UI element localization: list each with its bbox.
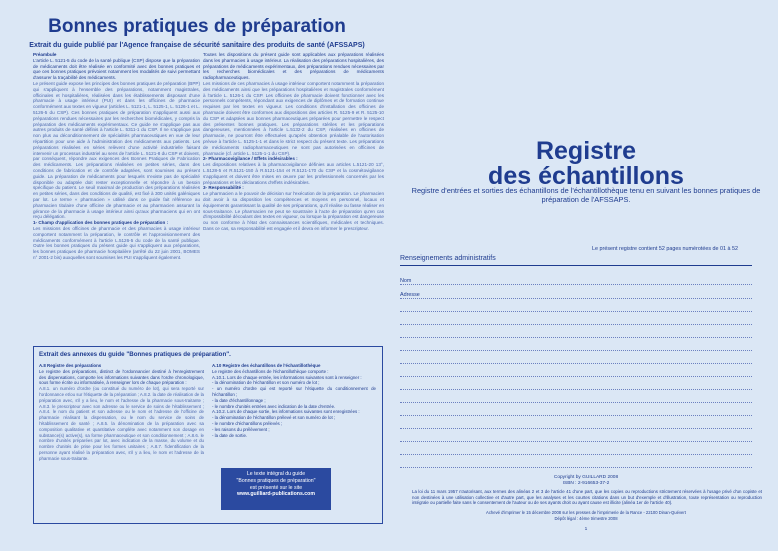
a10-item: A.10.2. Lors de chaque sortie, les informations suivantes sont enregistrées : bbox=[212, 409, 360, 415]
address-field-line[interactable] bbox=[400, 415, 752, 416]
copyright-text: Copyright by GUILLARD 2008 bbox=[553, 475, 619, 480]
address-field-line[interactable] bbox=[400, 298, 752, 299]
legal-notice: La loi du 11 mars 1957 n'autorisant, aux termes des alinéas 2 et 3 de l'article 41 d'une part, que les copies ou reproductions strictement réservées à l'usage privé d'un copiste et non destinées à une utilisation collective et d'autre part, que les analyses et les courtes citations dans un but d'exemple et d'illustration, toute représentation ou reproduction intégrale ou partielle faite sans le consentement de l'auteur ou de ses ayants droit ou ayant cause est illicite (alinéa 1er de l'article 40). bbox=[412, 489, 762, 506]
address-field-line[interactable] bbox=[400, 389, 752, 390]
legal-deposit: Dépôt légal : 4ème trimestre 2008 bbox=[554, 516, 618, 521]
promo-line: "Bonnes pratiques de préparation" bbox=[236, 477, 316, 484]
page-count-text: Le présent registre contient 52 pages numérotées de 01 à 52 bbox=[592, 246, 738, 252]
annex-right-column bbox=[212, 363, 376, 438]
a8-text: Le registre des préparations, distinct de l'ordonnancier destiné à l'enregistrement des dispensations, comporte les informations suivantes dans l'ordre chronologique, sous forme écrite ou informatisée, à renseigner lors de chaque préparation : bbox=[39, 368, 204, 386]
isbn-text: ISBN : 2-916653-37-2 bbox=[562, 481, 610, 486]
page-title: Bonnes pratiques de préparation bbox=[48, 16, 346, 37]
address-field-line[interactable] bbox=[400, 402, 752, 403]
a8-items-text: A.8.1. un numéro d'ordre (ou constitué du numéro de lot), qui sera reporté sur l'ordonnance et/ou sur l'étiquette de la préparation ; A.8.2. la date de réalisation de la préparation avec, s'il y a lieu, le nom et l'adresse de la pharmacie sous-traitante ; A.8.3. le prescripteur avec son adresse ou le service de soins de l'établissement ; A.8.4. le nom du patient et son adresse ou le nom et l'adresse de l'officine de pharmacie réalisant la dispensation, ou le nom du service de soins de l'établissement de santé ; A.8.5. la dénomination de la préparation avec sa composition qualitative et quantitative complète avec notamment son dosage en substance(s) active(s), sa forme pharmaceutique et son conditionnement ; A.8.6. le nombre d'unités préparées par lot, avec indication de la masse, du volume et du nombre d'unités de prise pour les formes unitaires ; A.8.7. l'identification de la personne ayant réalisé la préparation avec, s'il y a lieu, le nom et l'adresse de la pharmacie sous-traitante. bbox=[39, 386, 204, 461]
address-field-line[interactable] bbox=[400, 350, 752, 351]
section1-heading: 1- Champ d'application des bonnes pratiques de préparation : bbox=[33, 220, 169, 226]
a10-item: - le nombre d'échantillons prélevés ; bbox=[212, 420, 283, 426]
register-title-line1: Registre bbox=[535, 137, 637, 165]
section3-text: Le pharmacien a le pouvoir de décision sur l'exécution de la préparation. Le pharmacien doit avoir à sa disposition les compétences et moyens en personnel, locaux et équipements garantissant la qualité de ses préparations, qu'il réalise ou fasse réaliser en sous-traitance. Le pharmacien ne peut se soustraire à l'acte de préparation qu'en cas d'impossibilité découlant des textes en vigueur, ou lorsque la préparation est dangereuse ou non conforme à l'état des connaissances scientifiques, médicales et techniques. Dans ce cas, sa responsabilité est engagée et il devra en informer le prescripteur. bbox=[203, 191, 384, 231]
a10-item: - le nombre d'unités entrées avec indication de la date d'entrée. bbox=[212, 403, 336, 409]
a10-item: - les raisons du prélèvement ; bbox=[212, 426, 270, 432]
right-body-text: Les missions de ces pharmacies à usage intérieur comportent notamment la préparation des médicaments ainsi que les préparations hospitalières et magistrales conformément à l'article L. 5126-1 du CSP. Les officines de pharmacie doivent fonctionner avec les personnels compétents, répondant aux exigences de diplômes et de formation continue requises par les textes en vigueur. Les conditions d'installation des officines de pharmacie doivent être conformes aux dispositions des articles R. 5125-9 et R. 5125-10 du CSP et adaptées aux bonnes pharmaceutiques préparées pour permettre le respect des présentes bonnes pratiques. Les préparations stériles et les préparations dangereuses, mentionnées à l'article L.5132-2 du CSP, réalisées en officines de pharmacie, ne pourront être effectuées qu'après obtention préalable de l'autorisation prévue à l'article L. 5125-1-1 et dans le strict respect du présent texte. Les préparations de médicaments radiopharmaceutiques ne sont pas autorisées en officines de pharmacie (cf. article L. 5125-1-1 du CSP). bbox=[203, 80, 384, 156]
name-field-label: Nom bbox=[400, 278, 412, 284]
a10-text: Le registre des échantillons de l'échantillothèque comporte : bbox=[212, 368, 329, 374]
address-field-line[interactable] bbox=[400, 337, 752, 338]
register-description: Registre d'entrées et sorties des échantillons de l'échantillothèque tenu en suivant les bonnes pratiques de préparation de l'AFSSAPS. bbox=[411, 186, 761, 204]
address-field-label: Adresse bbox=[400, 292, 420, 298]
address-field-line[interactable] bbox=[400, 363, 752, 364]
name-field-line[interactable] bbox=[400, 284, 752, 285]
page-subtitle: Extrait du guide publié par l'Agence française de sécurité sanitaire des produits de santé (AFSSAPS) bbox=[29, 42, 365, 49]
a10-item: - la dénomination de l'échantillon et son numéro de lot ; bbox=[212, 380, 320, 386]
admin-info-title: Renseignements administratifs bbox=[400, 255, 496, 262]
section1-text: Les missions des officines de pharmacie et des pharmacies à usage intérieur comportent notamment la préparation, le contrôle et l'approvisionnement des médicaments conformément à l'article L.5126-5 du code de la santé publique. Outre les bonnes pratiques du présent guide qui s'appliquent aux préparations, les bonnes pratiques de pharmacie hospitalière (arrêté du 22 juin 2001, BOMES n° 2001-2 bis) auxquelles sont soumises les PUI s'appliquent également. bbox=[33, 225, 200, 260]
address-field-line[interactable] bbox=[400, 454, 752, 455]
left-body-text: Le présent guide expose les principes des bonnes pratiques de préparation (BPP) qui s'appliquent à l'ensemble des préparations, notamment magistrales, officinales et hospitalières, réalisées dans les établissements disposant d'une pharmacie à usage intérieur (PUI) et dans les officines de pharmacie conformément aux textes en vigueur (articles L. 5121-1, L. 5125-1, L. 5126-1 et L. 5126-5 du CSP). Ces bonnes pratiques de préparation s'appliquent aussi aux préparations rendues nécessaires par les recherches biomédicales, y compris la préparation des médicaments expérimentaux. Ce guide ne s'applique pas aux autres produits de santé définis à l'article L. 5311-1 du CSP. Il ne s'applique pas non plus au déconditionnement de spécialités pharmaceutiques en vue de leur répartition pour une aide à l'administration des médicaments aux patients. Les préparations réalisées en séries relèvent d'une activité industrielle faisant intervenir un processus industriel au sens de l'article L. 5121-8 du CSP et doivent, par conséquent, répondre aux exigences des Bonnes Pratiques de Fabrication des médicaments. Les préparations réalisées en petites séries, dans des conditions de fabrication et de contrôle adaptées, sont soumises au présent guide. La préparation de médicaments pour lesquels n'existe pas de spécialité disponible ou adaptée doit rester exceptionnelle et répondre à un besoin spécifique du patient. Le seuil maximal de production des préparations réalisées en petites séries, dans des conditions de qualité, est fixé à 300 unités galéniques par lot. Le terme « pharmacien » utilisé dans ce guide fait référence au pharmacien titulaire d'une officine de pharmacie et au pharmacien assurant la gérance de la pharmacie à usage intérieur ainsi qu'aux pharmaciens qui en ont reçu délégation. bbox=[33, 80, 200, 220]
annex-box-title: Extrait des annexes du guide "Bonnes pratiques de préparation". bbox=[39, 351, 231, 358]
page-number: 1 bbox=[584, 527, 588, 532]
a10-item: - la date d'échantillonnage ; bbox=[212, 397, 266, 403]
annex-left-column bbox=[39, 363, 204, 462]
section2-heading: 2- Pharmacovigilance / Effets indésirables : bbox=[203, 156, 298, 162]
left-text-column bbox=[33, 52, 200, 342]
right-text-column bbox=[203, 52, 384, 349]
a10-item: - la dénomination de l'échantillon prélevé et son numéro de lot ; bbox=[212, 415, 336, 421]
a10-item: - un numéro d'ordre qui est reporté sur l'étiquette du conditionnement de l'échantillon ; bbox=[212, 386, 376, 397]
preambule-heading: Préambule bbox=[33, 52, 57, 57]
promo-line: est présenté sur le site bbox=[249, 484, 303, 491]
right-intro-text: Toutes les dispositions du présent guide sont applicables aux préparations réalisées dans les pharmacies à usage intérieur. La réalisation des préparations hospitalières, des préparations de médicaments expérimentaux, des préparations rendues nécessaires par les recherches biomédicales et des préparations de médicaments radiopharmaceutiques. bbox=[203, 52, 384, 81]
address-field-line[interactable] bbox=[400, 324, 752, 325]
address-field-line[interactable] bbox=[400, 376, 752, 377]
a10-heading: A.10 Registre des échantillons de l'échantillothèque bbox=[212, 363, 321, 368]
a10-item: A.10.1. Lors de chaque entrée, les informations suivantes sont à renseigner : bbox=[212, 374, 362, 380]
a8-heading: A.8 Registre des préparations bbox=[39, 363, 102, 368]
register-title-line2: des échantillons bbox=[488, 162, 684, 190]
a10-item: - la date de sortie. bbox=[212, 432, 248, 438]
promo-line: Le texte intégral du guide bbox=[246, 471, 306, 477]
admin-info-divider bbox=[400, 265, 752, 266]
address-field-line[interactable] bbox=[400, 311, 752, 312]
promo-box bbox=[221, 468, 331, 510]
promo-url-link[interactable]: www.guilliard-publications.com bbox=[237, 491, 315, 498]
address-field-line[interactable] bbox=[400, 428, 752, 429]
preambule-text: L'article L. 5121-5 du code de la santé publique (CSP) dispose que la préparation de médicaments doit être réalisée en conformité avec des bonnes pratiques et que ces bonnes pratiques prévoient notamment les modalités de suivi permettant d'assurer la traçabilité des médicaments. bbox=[33, 57, 200, 81]
section2-text: Les dispositions relatives à la pharmacovigilance définies aux articles L.5121-20 13°, L.5128-5 et R.5121-150 à R.5121-154 et R.5121-170 du CSP et la cosmétovigilance s'appliquent et doivent être mises en œuvre par les professionnels concernés par les préparations et les déclarations d'effets indésirables. bbox=[203, 162, 384, 185]
print-info: Achevé d'imprimer le 15 décembre 2008 sur les presses de l'imprimerie de la Rance - 22100 Dinan-Quévert bbox=[486, 510, 686, 515]
address-field-line[interactable] bbox=[400, 441, 752, 442]
address-field-line[interactable] bbox=[400, 467, 752, 468]
section3-heading: 3- Responsabilité : bbox=[203, 185, 244, 191]
